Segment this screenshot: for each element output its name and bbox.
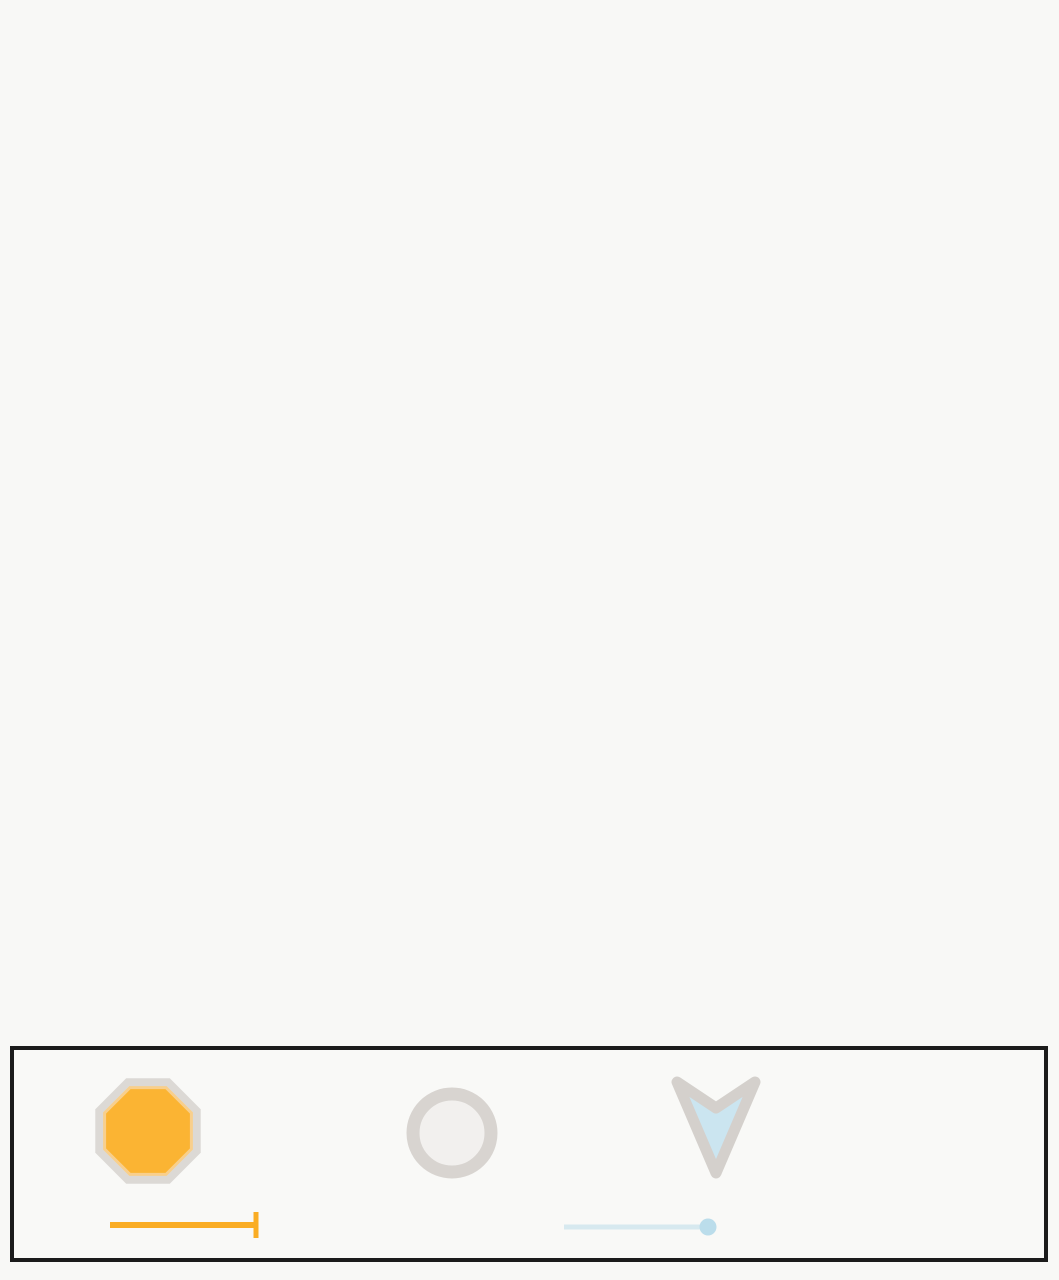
legend-box bbox=[10, 1046, 1048, 1262]
antibody-chevron-icon bbox=[666, 1067, 766, 1185]
gene-circle-icon bbox=[404, 1085, 500, 1181]
drug-octagon-icon bbox=[93, 1076, 203, 1186]
drug-target-edge-icon bbox=[106, 1209, 276, 1241]
antibody-target-edge-icon bbox=[560, 1211, 730, 1243]
